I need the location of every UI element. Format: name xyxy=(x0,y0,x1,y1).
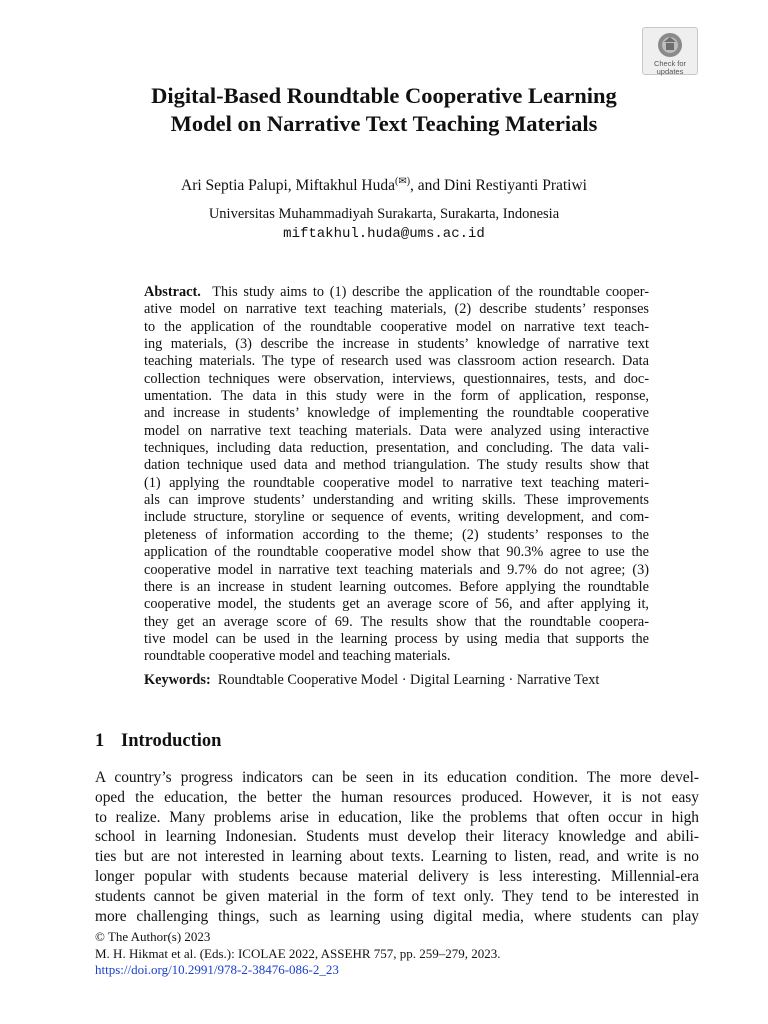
badge-label-line2: updates xyxy=(656,67,684,76)
abstract-line: to the application of the roundtable cooperative model on narrative text teach- xyxy=(144,318,649,335)
section-number: 1 xyxy=(95,731,105,751)
intro-line: A country’s progress indicators can be seen in its education condition. The more devel- xyxy=(95,769,699,786)
badge-label xyxy=(643,60,697,76)
intro-line: longer popular with students because material delivery is less interesting. Millennial-era xyxy=(95,867,699,885)
abstract-line: include structure, storyline or sequence of events, writing development, and com- xyxy=(144,509,649,526)
author-list xyxy=(80,172,688,196)
intro-line: to realize. Many problems arise in education, like the problems that often occur in high xyxy=(95,808,699,826)
intro-line: school in learning Indonesian. Students must develop their literacy knowledge and abili- xyxy=(95,828,699,846)
abstract-line: application of the roundtable cooperative model show that 90.3% agree to use the xyxy=(144,544,649,561)
abstract-line: tive model can be used in the learning process by using media that supports the xyxy=(144,630,649,647)
intro-line: students cannot be given material in the form of text only. They tend to be interested in xyxy=(95,887,699,905)
abstract-line: dation technique used data and method triangulation. The study results show that xyxy=(144,457,649,474)
affiliation: Universitas Muhammadiyah Surakarta, Surakarta, Indonesia xyxy=(208,206,560,222)
section-title: Introduction xyxy=(121,731,222,751)
abstract-line: there is an increase in student learning outcomes. Before applying the roundtable xyxy=(144,578,649,595)
title-line-2: Model on Narrative Text Teaching Materials xyxy=(170,111,598,136)
copyright-notice: © The Author(s) 2023 xyxy=(95,929,211,944)
abstract-line: techniques, including data reduction, presentation, and concluding. The data vali- xyxy=(144,440,649,457)
abstract-line: they get an average score of 69. The results show that the roundtable coopera- xyxy=(144,613,649,630)
keywords xyxy=(144,671,649,689)
citation-line: M. H. Hikmat et al. (Eds.): ICOLAE 2022, ASSEHR 757, pp. 259–279, 2023. xyxy=(95,945,501,961)
check-for-updates-icon xyxy=(655,31,685,59)
badge-label-line1: Check for xyxy=(653,59,687,68)
abstract-line: and increase in students’ knowledge of implementing the roundtable cooperative xyxy=(144,405,649,422)
paper-title xyxy=(80,82,688,138)
abstract-line: Abstract. This study aims to (1) describe the application of the roundtable cooper- xyxy=(144,284,649,300)
abstract-line: collection techniques were observation, interviews, questionnaires, tests, and doc- xyxy=(144,370,649,387)
keywords-label: Keywords: xyxy=(144,672,211,688)
section-heading xyxy=(95,730,221,752)
corresponding-author-mark: (✉) xyxy=(394,176,411,187)
authors-first: Ari Septia Palupi, Miftakhul Huda xyxy=(181,177,395,195)
abstract-line: umentation. The data in this study were in the form of application, response, xyxy=(144,388,649,405)
author-email[interactable]: miftakhul.huda@ums.ac.id xyxy=(283,226,485,242)
check-for-updates-badge[interactable] xyxy=(642,27,698,75)
intro-line: ties but are not interested in learning about texts. Learning to listen, read, and write is no xyxy=(95,848,699,866)
abstract-line: pleteness of information according to the theme; (2) students’ responses to the xyxy=(144,526,649,543)
abstract-line: model on narrative text teaching materials. Data were analyzed using interactive xyxy=(144,422,649,439)
authors-rest: , and Dini Restiyanti Pratiwi xyxy=(410,177,587,195)
introduction-paragraph xyxy=(95,768,699,926)
keywords-text: Roundtable Cooperative Model · Digital Learning · Narrative Text xyxy=(217,672,600,688)
abstract-line: als can improve students’ understanding and writing skills. These improvements xyxy=(144,492,649,509)
publication-footer xyxy=(95,929,699,979)
abstract-line: cooperative model in narrative text teaching materials and 9.7% do not agree; (3) xyxy=(144,561,649,578)
abstract-line: (1) applying the roundtable cooperative model to narrative text teaching materi- xyxy=(144,474,649,491)
abstract-line: teaching materials. The type of research used was classroom action research. Data xyxy=(144,353,649,370)
abstract-line: ing materials, (3) describe the increase in students’ knowledge of narrative text xyxy=(144,336,649,353)
abstract-line: roundtable cooperative model and teaching materials. xyxy=(144,648,451,665)
abstract-label: Abstract. xyxy=(144,284,201,300)
title-line-1: Digital-Based Roundtable Cooperative Learning xyxy=(151,83,617,108)
intro-line: more challenging things, such as learning using digital media, where students can play xyxy=(95,907,699,925)
abstract xyxy=(144,284,649,666)
doi-link[interactable]: https://doi.org/10.2991/978-2-38476-086-2_23 xyxy=(95,962,339,977)
abstract-line: ative model on narrative text teaching materials, (2) describe students’ responses xyxy=(144,301,649,318)
abstract-line: cooperative model, the students get an average score of 56, and after applying it, xyxy=(144,596,649,613)
intro-line: oped the education, the better the human resources produced. However, it is not easy xyxy=(95,788,699,806)
